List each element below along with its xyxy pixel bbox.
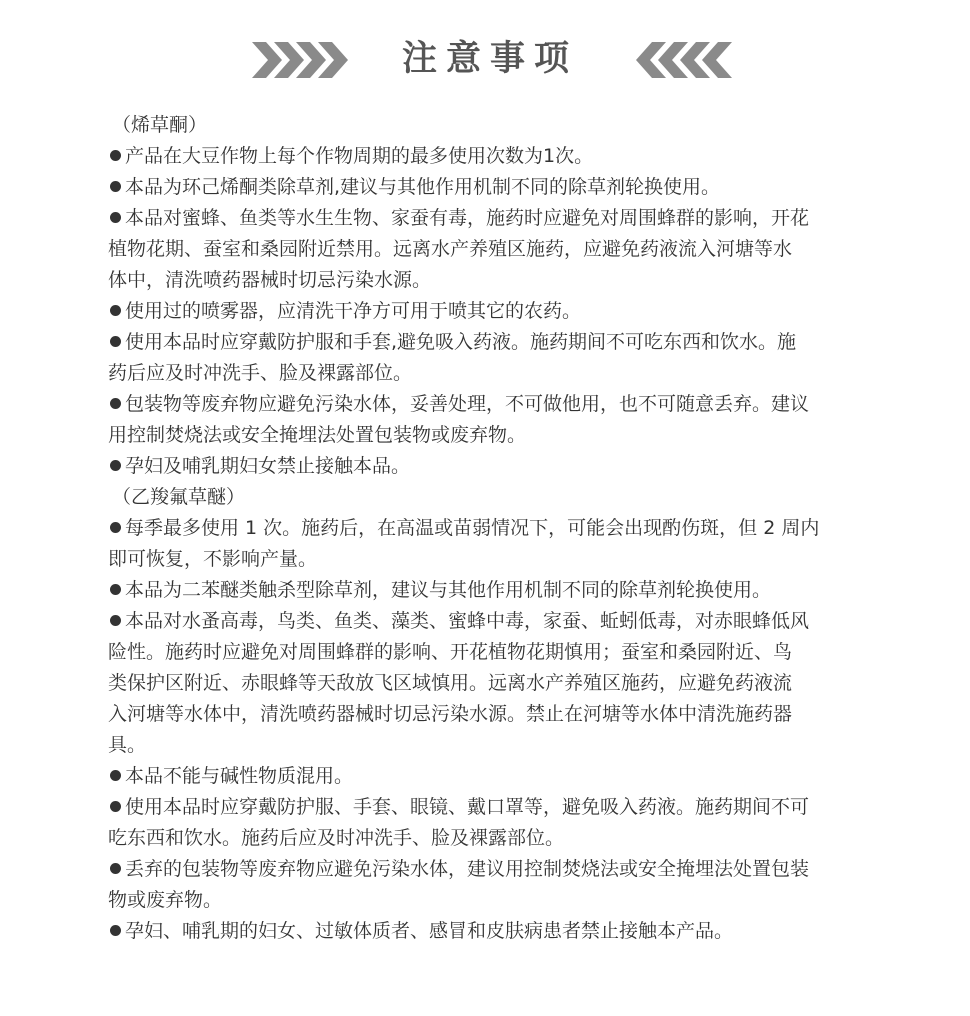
line-text: （烯草酮） bbox=[112, 114, 208, 136]
bullet-item bbox=[108, 141, 868, 172]
line-text: 即可恢复，不影响产量。 bbox=[108, 548, 318, 570]
double-chevron-right-icon bbox=[248, 40, 348, 80]
bullet-dot-icon bbox=[110, 584, 121, 595]
line-text: 入河塘等水体中，清洗喷药器械时切忌污染水源。禁止在河塘等水体中清洗施药器 bbox=[108, 703, 793, 725]
line-text: 吃东西和饮水。施药后应及时冲洗手、脸及裸露部位。 bbox=[108, 827, 565, 849]
bullet-continuation bbox=[108, 637, 868, 668]
header bbox=[0, 30, 970, 94]
line-text: 每季最多使用 1 次。施药后，在高温或苗弱情况下，可能会出现酌伤斑，但 2 周内 bbox=[125, 517, 820, 539]
line-text: （乙羧氟草醚） bbox=[112, 486, 246, 508]
bullet-continuation bbox=[108, 544, 868, 575]
bullet-continuation bbox=[108, 668, 868, 699]
bullet-dot-icon bbox=[110, 925, 121, 936]
bullet-item bbox=[108, 296, 868, 327]
line-text: 孕妇及哺乳期妇女禁止接触本品。 bbox=[125, 455, 411, 477]
bullet-item bbox=[108, 606, 868, 637]
line-text: 用控制焚烧法或安全掩埋法处置包装物或废弃物。 bbox=[108, 424, 527, 446]
section-heading bbox=[108, 482, 868, 513]
line-text: 体中，清洗喷药器械时切忌污染水源。 bbox=[108, 269, 432, 291]
bullet-dot-icon bbox=[110, 460, 121, 471]
bullet-continuation bbox=[108, 358, 868, 389]
bullet-item bbox=[108, 513, 868, 544]
line-text: 本品为环己烯酮类除草剂,建议与其他作用机制不同的除草剂轮换使用。 bbox=[125, 176, 721, 198]
line-text: 本品对水蚤高毒，鸟类、鱼类、藻类、蜜蜂中毒，家蚕、蚯蚓低毒，对赤眼蜂低风 bbox=[125, 610, 810, 632]
line-text: 类保护区附近、赤眼蜂等天敌放飞区域慎用。远离水产养殖区施药，应避免药液流 bbox=[108, 672, 793, 694]
bullet-item bbox=[108, 451, 868, 482]
bullet-dot-icon bbox=[110, 305, 121, 316]
bullet-dot-icon bbox=[110, 181, 121, 192]
bullet-dot-icon bbox=[110, 336, 121, 347]
bullet-continuation bbox=[108, 730, 868, 761]
bullet-continuation bbox=[108, 234, 868, 265]
bullet-dot-icon bbox=[110, 615, 121, 626]
line-text: 孕妇、哺乳期的妇女、过敏体质者、感冒和皮肤病患者禁止接触本产品。 bbox=[125, 920, 734, 942]
bullet-continuation bbox=[108, 885, 868, 916]
bullet-continuation bbox=[108, 823, 868, 854]
page-title: 注意事项 bbox=[401, 39, 578, 79]
bullet-dot-icon bbox=[110, 770, 121, 781]
bullet-dot-icon bbox=[110, 212, 121, 223]
section-heading bbox=[108, 110, 868, 141]
bullet-continuation bbox=[108, 699, 868, 730]
line-text: 使用本品时应穿戴防护服和手套,避免吸入药液。施药期间不可吃东西和饮水。施 bbox=[125, 331, 797, 353]
bullet-dot-icon bbox=[110, 398, 121, 409]
double-chevron-left-icon bbox=[636, 40, 736, 80]
bullet-item bbox=[108, 327, 868, 358]
bullet-item bbox=[108, 575, 868, 606]
bullet-continuation bbox=[108, 265, 868, 296]
bullet-item bbox=[108, 916, 868, 947]
line-text: 药后应及时冲洗手、脸及裸露部位。 bbox=[108, 362, 413, 384]
bullet-item bbox=[108, 792, 868, 823]
bullet-dot-icon bbox=[110, 863, 121, 874]
bullet-item bbox=[108, 203, 868, 234]
chevron-1 bbox=[702, 42, 732, 78]
chevron-1 bbox=[252, 42, 282, 78]
bullet-item bbox=[108, 389, 868, 420]
bullet-dot-icon bbox=[110, 522, 121, 533]
bullet-dot-icon bbox=[110, 150, 121, 161]
line-text: 本品不能与碱性物质混用。 bbox=[125, 765, 354, 787]
line-text: 本品对蜜蜂、鱼类等水生生物、家蚕有毒，施药时应避免对周围蜂群的影响，开花 bbox=[125, 207, 810, 229]
bullet-continuation bbox=[108, 420, 868, 451]
bullet-item bbox=[108, 172, 868, 203]
bullet-item bbox=[108, 761, 868, 792]
line-text: 使用本品时应穿戴防护服、手套、眼镜、戴口罩等，避免吸入药液。施药期间不可 bbox=[125, 796, 810, 818]
line-text: 具。 bbox=[108, 734, 147, 756]
line-text: 险性。施药时应避免对周围蜂群的影响、开花植物花期慎用；蚕室和桑园附近、鸟 bbox=[108, 641, 793, 663]
bullet-dot-icon bbox=[110, 801, 121, 812]
line-text: 丢弃的包装物等废弃物应避免污染水体，建议用控制焚烧法或安全掩埋法处置包装 bbox=[125, 858, 810, 880]
line-text: 本品为二苯醚类触杀型除草剂，建议与其他作用机制不同的除草剂轮换使用。 bbox=[125, 579, 772, 601]
bullet-item bbox=[108, 854, 868, 885]
precautions-content bbox=[108, 110, 868, 947]
line-text: 植物花期、蚕室和桑园附近禁用。远离水产养殖区施药，应避免药液流入河塘等水 bbox=[108, 238, 793, 260]
line-text: 物或废弃物。 bbox=[108, 889, 223, 911]
line-text: 包装物等废弃物应避免污染水体，妥善处理，不可做他用，也不可随意丢弃。建议 bbox=[125, 393, 810, 415]
line-text: 产品在大豆作物上每个作物周期的最多使用次数为1次。 bbox=[125, 145, 594, 167]
line-text: 使用过的喷雾器，应清洗干净方可用于喷其它的农药。 bbox=[125, 300, 582, 322]
